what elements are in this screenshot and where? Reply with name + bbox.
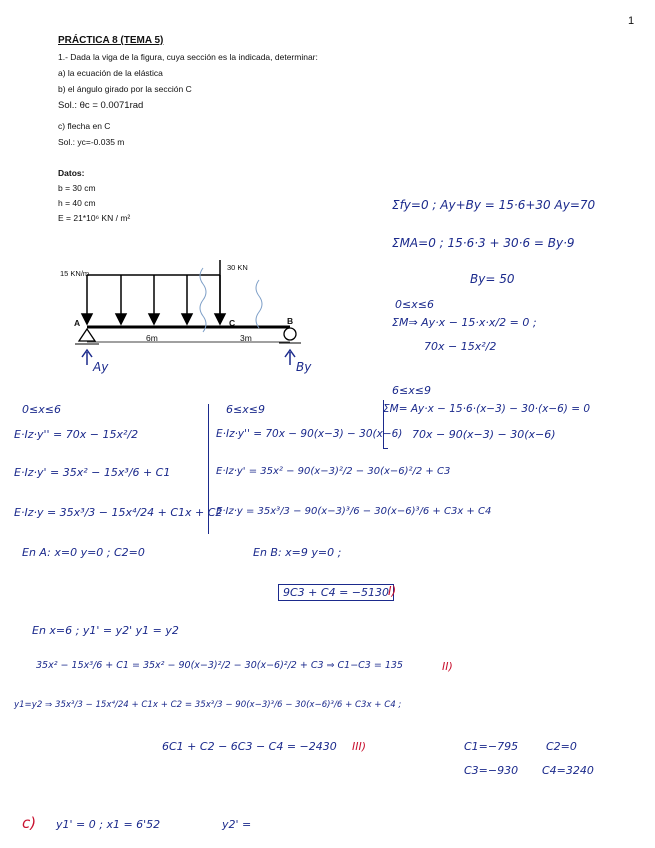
page-number: 1 bbox=[628, 15, 635, 27]
reaction-B-label: By bbox=[296, 360, 312, 374]
hw-range2: 6≤x≤9 bbox=[392, 384, 431, 397]
hw-part-c: c) bbox=[22, 814, 37, 832]
cut-line-2 bbox=[256, 280, 262, 328]
hw-sum-moments: ΣMA=0 ; 15·6·3 + 30·6 = By·9 bbox=[392, 236, 575, 250]
statement-b: b) el ángulo girado por la sección C bbox=[58, 84, 192, 94]
solution-c: Sol.: yc=-0.035 m bbox=[58, 137, 125, 147]
cut-line-1 bbox=[200, 268, 206, 332]
datos-E: E = 21*10⁶ KN / m² bbox=[58, 213, 131, 223]
hw-moment1: ΣM⇒ Ay·x − 15·x·x/2 = 0 ; bbox=[392, 316, 537, 329]
span-AC: 6m bbox=[146, 333, 158, 343]
hw-part-c-eq1: y1' = 0 ; x1 = 6'52 bbox=[56, 818, 161, 831]
hw-label-II: II) bbox=[442, 660, 453, 673]
hw-left-eq1: E·Iz·y'' = 70x − 15x²/2 bbox=[14, 428, 139, 441]
page-title: PRÁCTICA 8 (TEMA 5) bbox=[58, 35, 164, 46]
hw-eq-III: 6C1 + C2 − 6C3 − C4 = −2430 bbox=[162, 740, 337, 753]
hw-sum-fy: Σfy=0 ; Ay+By = 15·6+30 Ay=70 bbox=[392, 198, 596, 212]
hw-divider bbox=[208, 404, 209, 534]
hw-right-eq3: E·Iz·y = 35x³/3 − 90(x−3)³/6 − 30(x−6)³/6 + C3x + C4 bbox=[216, 506, 492, 517]
hw-right-eq1: E·Iz·y'' = 70x − 90(x−3) − 30(x−6) bbox=[216, 428, 403, 440]
hw-moment2-result: 70x − 90(x−3) − 30(x−6) bbox=[412, 428, 556, 441]
label-C: C bbox=[229, 318, 236, 328]
hw-label-III: III) bbox=[352, 740, 367, 753]
hw-continuity: En x=6 ; y1' = y2' y1 = y2 bbox=[32, 624, 179, 637]
hw-eq-y-line: y1=y2 ⇒ 35x³/3 − 15x⁴/24 + C1x + C2 = 35x³/3 − 90(x−3)³/6 − 30(x−6)³/6 + C3x + C4 ; bbox=[14, 700, 402, 710]
datos-b: b = 30 cm bbox=[58, 183, 96, 193]
span-CB: 3m bbox=[240, 333, 252, 343]
hw-label-I: I) bbox=[388, 584, 397, 598]
datos-h: h = 40 cm bbox=[58, 198, 96, 208]
hw-part-c-eq2: y2' = bbox=[222, 818, 252, 831]
label-A: A bbox=[74, 318, 81, 328]
reaction-B-arrow bbox=[285, 350, 295, 365]
hw-left-eq2: E·Iz·y' = 35x² − 15x³/6 + C1 bbox=[14, 466, 171, 479]
hw-bc-B: En B: x=9 y=0 ; bbox=[253, 546, 342, 559]
hw-bracket bbox=[383, 400, 388, 449]
hw-right-range: 6≤x≤9 bbox=[226, 403, 265, 416]
solution-b: Sol.: θc = 0.0071rad bbox=[58, 100, 144, 111]
hw-c2: C2=0 bbox=[546, 740, 577, 753]
hw-eq-II-line: 35x² − 15x³/6 + C1 = 35x² − 90(x−3)²/2 − 30(x−6)²/2 + C3 ⇒ C1−C3 = 135 bbox=[36, 660, 403, 671]
support-A bbox=[79, 329, 95, 341]
support-B bbox=[284, 328, 296, 340]
statement-intro: 1.- Dada la viga de la figura, cuya sección es la indicada, determinar: bbox=[58, 52, 318, 62]
point-load-label: 30 KN bbox=[227, 263, 248, 272]
hw-left-range: 0≤x≤6 bbox=[22, 403, 61, 416]
hw-c4: C4=3240 bbox=[542, 764, 594, 777]
hw-c1: C1=−795 bbox=[464, 740, 519, 753]
hw-right-eq2: E·Iz·y' = 35x² − 90(x−3)²/2 − 30(x−6)²/2 + C3 bbox=[216, 466, 451, 477]
hw-eq-I: 9C3 + C4 = −5130 bbox=[278, 584, 394, 601]
hw-moment2: ΣM= Ay·x − 15·6·(x−3) − 30·(x−6) = 0 bbox=[383, 403, 591, 415]
label-B: B bbox=[287, 316, 294, 326]
statement-c: c) flecha en C bbox=[58, 121, 111, 131]
reaction-A-label: Ay bbox=[93, 360, 109, 374]
statement-a: a) la ecuación de la elástica bbox=[58, 68, 163, 78]
reaction-A-arrow bbox=[82, 350, 92, 365]
hw-by-value: By= 50 bbox=[470, 272, 515, 286]
dist-load-label: 15 KN/m bbox=[60, 269, 90, 278]
datos-heading: Datos: bbox=[58, 168, 85, 178]
hw-range1: 0≤x≤6 bbox=[395, 298, 434, 311]
hw-moment1-result: 70x − 15x²/2 bbox=[424, 340, 497, 353]
hw-bc-A: En A: x=0 y=0 ; C2=0 bbox=[22, 546, 145, 559]
hw-left-eq3: E·Iz·y = 35x³/3 − 15x⁴/24 + C1x + C2 bbox=[14, 506, 223, 519]
hw-c3: C3=−930 bbox=[464, 764, 519, 777]
